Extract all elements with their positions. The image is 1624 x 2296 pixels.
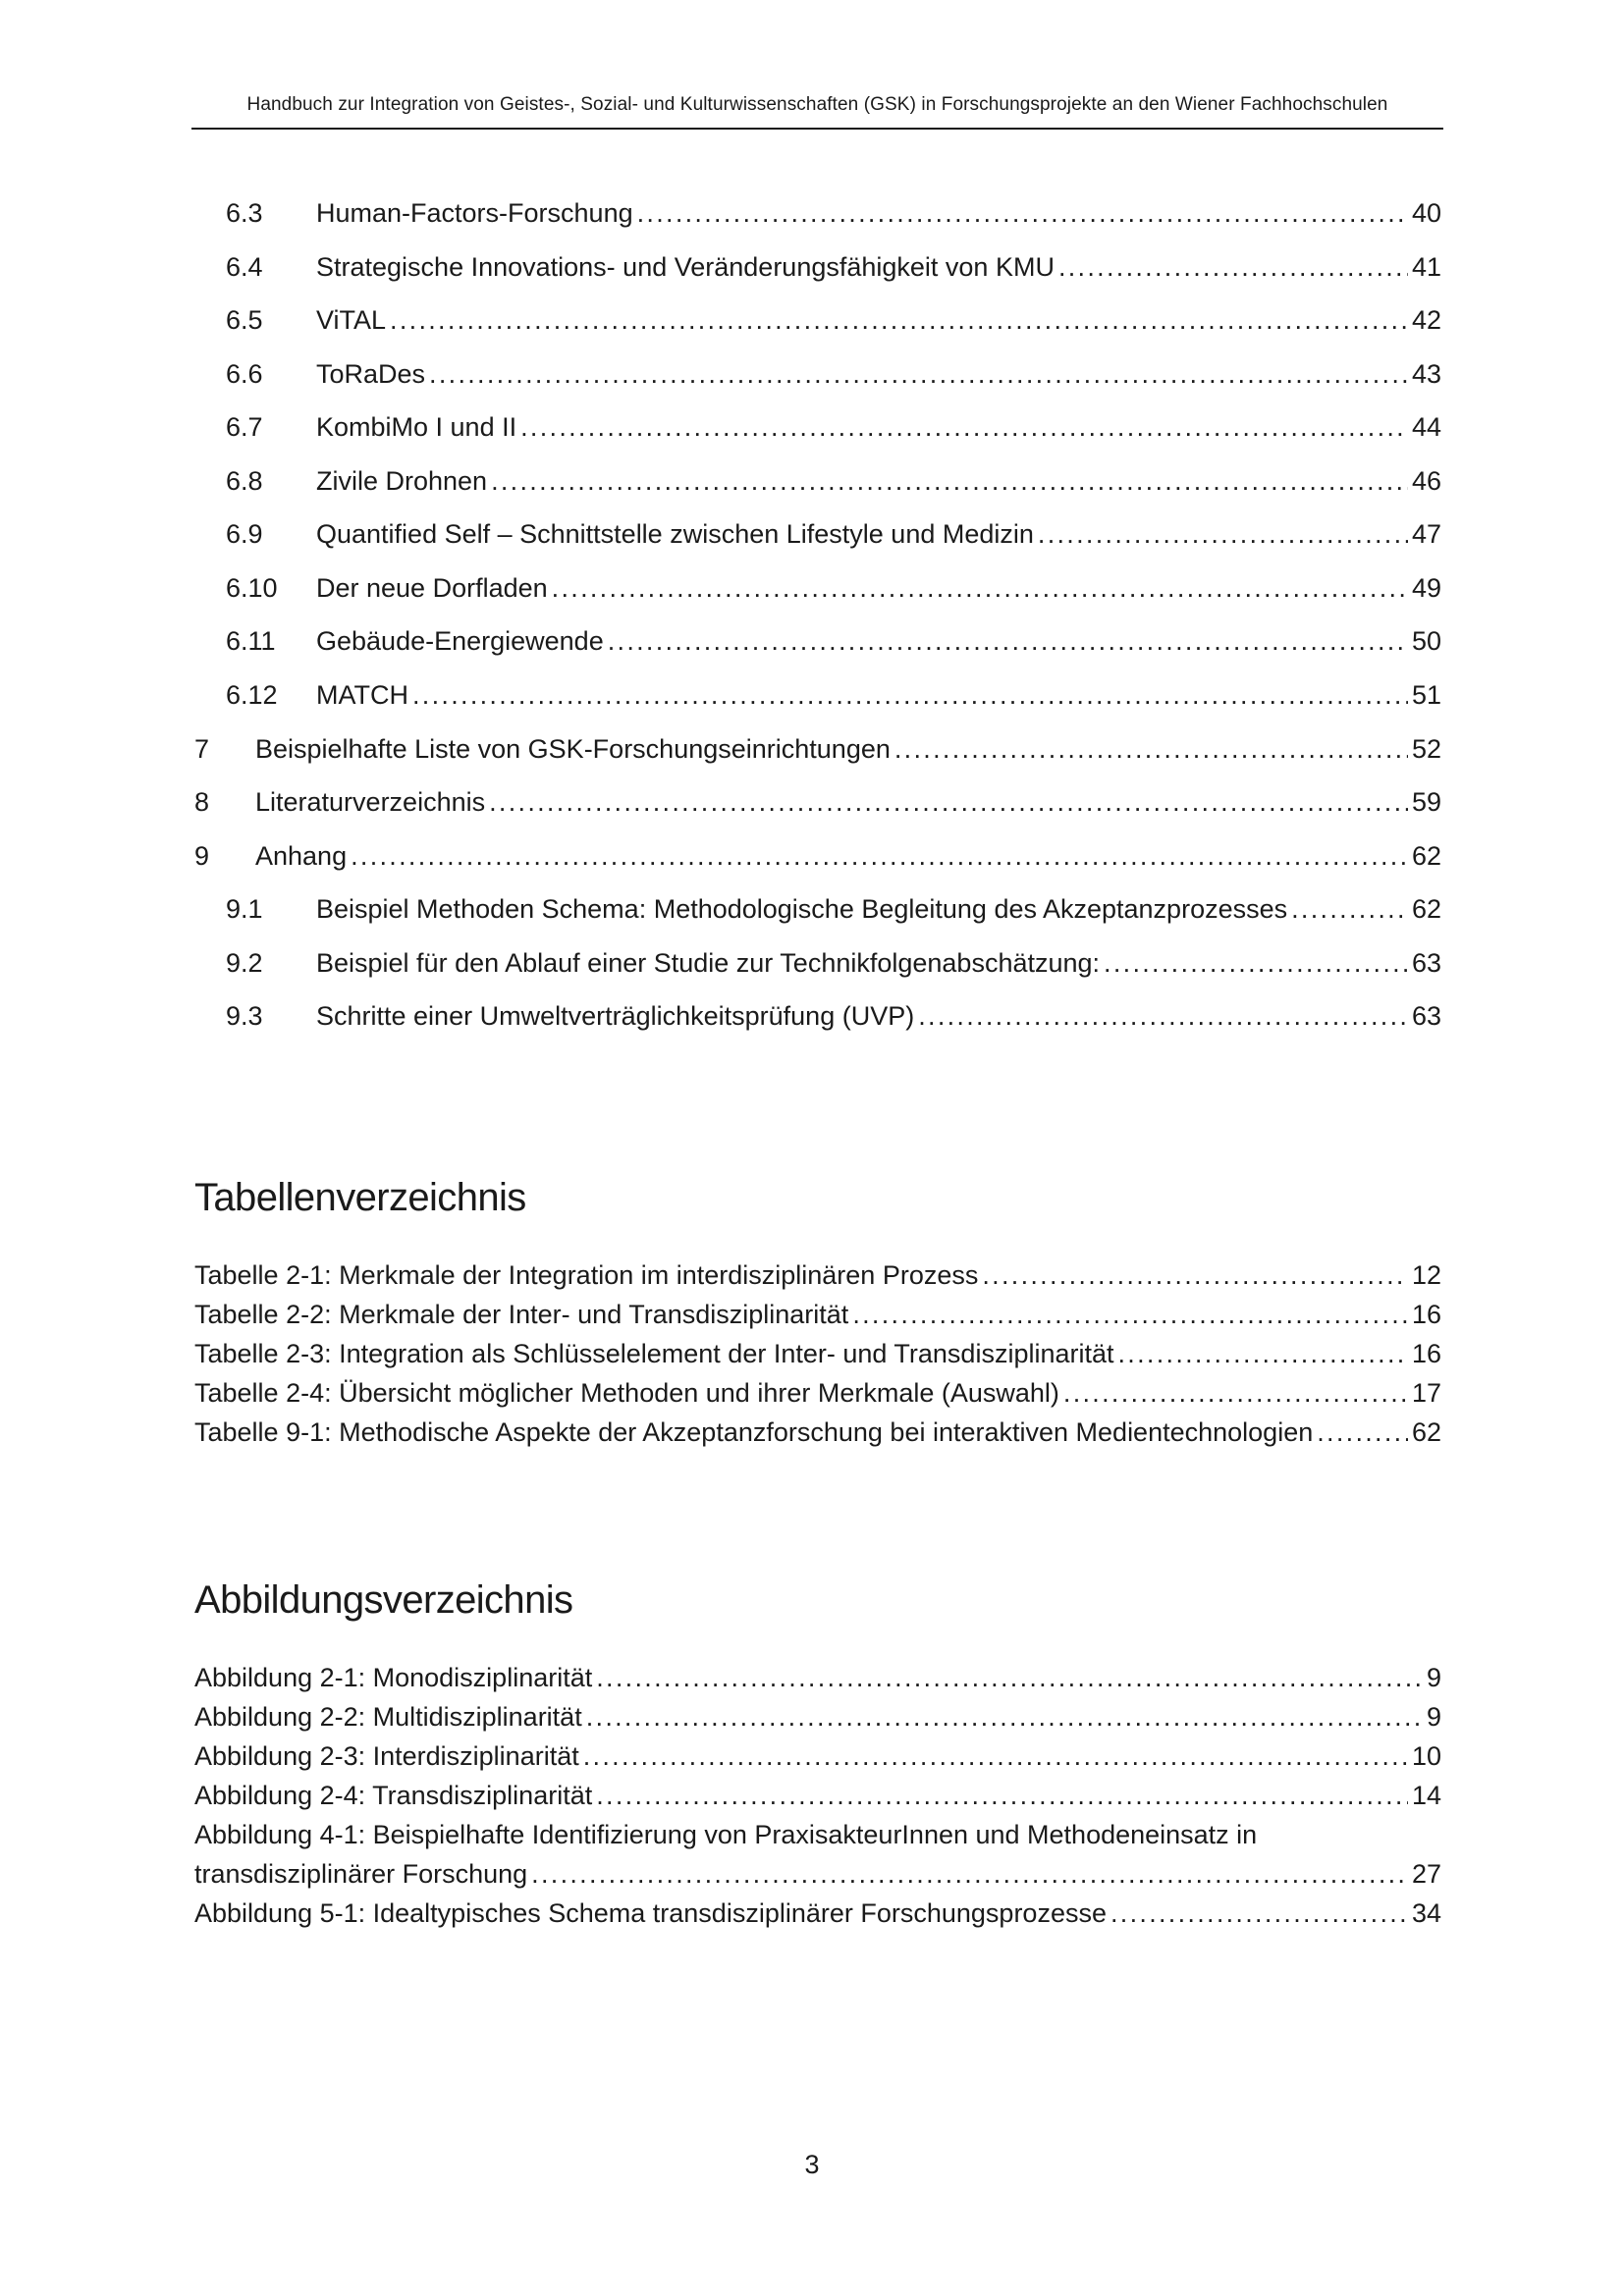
toc-entry-title: Beispielhafte Liste von GSK-Forschungseinrichtungen [255,734,891,764]
toc-entry-8[interactable] [194,785,1441,819]
toc-entry-page: 51 [1411,680,1441,710]
toc-entry-number: 9.3 [226,1001,263,1031]
figure-entry[interactable] [194,1857,1441,1891]
toc-entry-6-10[interactable] [226,571,1441,605]
list-leader [596,1779,1408,1812]
toc-entry-9-1[interactable] [226,892,1441,926]
list-leader [1317,1415,1408,1449]
list-leader [982,1258,1408,1292]
toc-entry-page: 63 [1411,1001,1441,1031]
toc-entry-6-12[interactable] [226,678,1441,712]
figure-entry-page: 14 [1411,1781,1441,1810]
toc-leader [1291,892,1408,926]
toc-entry-page: 52 [1411,734,1441,764]
toc-leader [894,732,1408,766]
toc-entry-title: Anhang [255,841,348,871]
toc-entry-6-11[interactable] [226,624,1441,658]
tables-heading: Tabellenverzeichnis [194,1176,526,1219]
figure-entry[interactable] [194,1700,1441,1734]
toc-leader [412,678,1408,712]
toc-entry-title: MATCH [316,680,408,710]
header-rule [191,128,1443,130]
figure-entry-page: 27 [1411,1859,1441,1889]
list-leader [583,1739,1408,1773]
toc-entry-title: ToRaDes [316,359,426,389]
list-leader [596,1661,1423,1694]
table-entry-page: 12 [1411,1260,1441,1290]
figure-entry[interactable] [194,1661,1441,1694]
toc-entry-number: 6.9 [226,519,263,549]
toc-leader [489,785,1408,819]
toc-leader [1038,517,1408,551]
figure-entry[interactable] [194,1739,1441,1773]
toc-entry-6-5[interactable] [226,303,1441,337]
table-entry-page: 16 [1411,1339,1441,1368]
toc-leader [1058,250,1408,284]
toc-entry-6-3[interactable] [226,196,1441,230]
list-leader [1110,1896,1408,1930]
toc-entry-number: 8 [194,787,210,817]
toc-entry-number: 9 [194,841,210,871]
list-leader [586,1700,1423,1734]
toc-entry-page: 43 [1411,359,1441,389]
figure-entry[interactable] [194,1779,1441,1812]
toc-entry-number: 6.3 [226,198,263,228]
page-number: 3 [804,2150,820,2179]
toc-leader [351,839,1408,873]
toc-entry-9[interactable] [194,839,1441,873]
toc-leader [637,196,1408,230]
table-entry[interactable] [194,1376,1441,1410]
figure-entry-title: Abbildung 5-1: Idealtypisches Schema transdisziplinärer Forschungsprozesse [194,1898,1107,1928]
figure-entry-page: 10 [1411,1741,1441,1771]
figure-entry-page: 9 [1426,1663,1441,1692]
toc-entry-6-7[interactable] [226,410,1441,444]
list-leader [1118,1337,1408,1370]
toc-leader [608,624,1408,658]
toc-entry-6-4[interactable] [226,250,1441,284]
toc-entry-title: KombiMo I und II [316,412,517,442]
list-leader [852,1298,1408,1331]
toc-leader [429,357,1408,391]
toc-entry-title: Strategische Innovations- und Veränderungsfähigkeit von KMU [316,252,1055,282]
table-entry-page: 17 [1411,1378,1441,1408]
toc-entry-9-2[interactable] [226,946,1441,980]
toc-entry-6-8[interactable] [226,464,1441,498]
table-entry-title: Tabelle 2-2: Merkmale der Inter- und Transdisziplinarität [194,1300,849,1329]
table-entry[interactable] [194,1298,1441,1331]
figure-entry[interactable] [194,1896,1441,1930]
table-entry-title: Tabelle 2-4: Übersicht möglicher Methoden und ihrer Merkmale (Auswahl) [194,1378,1059,1408]
table-entry[interactable] [194,1258,1441,1292]
toc-entry-page: 63 [1411,948,1441,978]
toc-entry-number: 6.12 [226,680,278,710]
figure-entry-page: 9 [1426,1702,1441,1732]
table-entry[interactable] [194,1415,1441,1449]
toc-entry-page: 59 [1411,787,1441,817]
toc-entry-page: 62 [1411,841,1441,871]
toc-entry-number: 6.6 [226,359,263,389]
table-entry-title: Tabelle 2-3: Integration als Schlüsselelement der Inter- und Transdisziplinarität [194,1339,1114,1368]
toc-leader [1104,946,1408,980]
toc-entry-6-6[interactable] [226,357,1441,391]
toc-entry-title: Zivile Drohnen [316,466,488,496]
list-leader [531,1857,1408,1891]
figure-entry-page: 34 [1411,1898,1441,1928]
toc-entry-title: ViTAL [316,305,387,335]
toc-leader [552,571,1408,605]
toc-entry-9-3[interactable] [226,999,1441,1033]
toc-entry-7[interactable] [194,732,1441,766]
running-header: Handbuch zur Integration von Geistes-, Sozial- und Kulturwissenschaften (GSK) in Forschungsprojekte an den Wiener Fachhochschulen [246,94,1388,115]
toc-entry-title: Beispiel Methoden Schema: Methodologische Begleitung des Akzeptanzprozesses [316,894,1288,924]
figures-heading: Abbildungsverzeichnis [194,1578,573,1622]
table-entry[interactable] [194,1337,1441,1370]
toc-leader [520,410,1408,444]
toc-entry-page: 49 [1411,573,1441,603]
table-entry-title: Tabelle 9-1: Methodische Aspekte der Akzeptanzforschung bei interaktiven Medientechnologien [194,1417,1314,1447]
toc-entry-page: 44 [1411,412,1441,442]
toc-entry-number: 6.8 [226,466,263,496]
toc-entry-title: Gebäude-Energiewende [316,626,604,656]
toc-entry-title: Beispiel für den Ablauf einer Studie zur Technikfolgenabschätzung: [316,948,1101,978]
toc-entry-number: 7 [194,734,210,764]
toc-entry-page: 42 [1411,305,1441,335]
table-entry-title: Tabelle 2-1: Merkmale der Integration im interdisziplinären Prozess [194,1260,979,1290]
toc-entry-title: Literaturverzeichnis [255,787,486,817]
figure-entry-title-line1[interactable]: Abbildung 4-1: Beispielhafte Identifizierung von PraxisakteurInnen und Methodeneinsatz in [194,1820,1258,1849]
toc-entry-page: 40 [1411,198,1441,228]
toc-entry-6-9[interactable] [226,517,1441,551]
toc-entry-number: 6.4 [226,252,263,282]
toc-entry-page: 47 [1411,519,1441,549]
figure-entry-title: Abbildung 2-4: Transdisziplinarität [194,1781,593,1810]
toc-entry-page: 50 [1411,626,1441,656]
toc-entry-number: 9.1 [226,894,263,924]
figure-entry-title: Abbildung 2-3: Interdisziplinarität [194,1741,579,1771]
toc-entry-number: 6.5 [226,305,263,335]
toc-entry-title: Der neue Dorfladen [316,573,548,603]
table-entry-page: 16 [1411,1300,1441,1329]
figure-entry-title: Abbildung 2-2: Multidisziplinarität [194,1702,582,1732]
figure-entry-title: Abbildung 2-1: Monodisziplinarität [194,1663,593,1692]
toc-entry-page: 62 [1411,894,1441,924]
toc-entry-page: 41 [1411,252,1441,282]
toc-entry-number: 9.2 [226,948,263,978]
toc-entry-page: 46 [1411,466,1441,496]
toc-entry-number: 6.11 [226,626,276,656]
toc-entry-title: Schritte einer Umweltverträglichkeitsprüfung (UVP) [316,1001,915,1031]
toc-leader [390,303,1408,337]
toc-leader [918,999,1408,1033]
toc-entry-title: Quantified Self – Schnittstelle zwischen Lifestyle und Medizin [316,519,1034,549]
toc-entry-number: 6.7 [226,412,263,442]
list-leader [1063,1376,1408,1410]
toc-entry-title: Human-Factors-Forschung [316,198,633,228]
table-entry-page: 62 [1411,1417,1441,1447]
toc-entry-number: 6.10 [226,573,278,603]
toc-leader [491,464,1408,498]
figure-entry-title-line2: transdisziplinärer Forschung [194,1859,528,1889]
